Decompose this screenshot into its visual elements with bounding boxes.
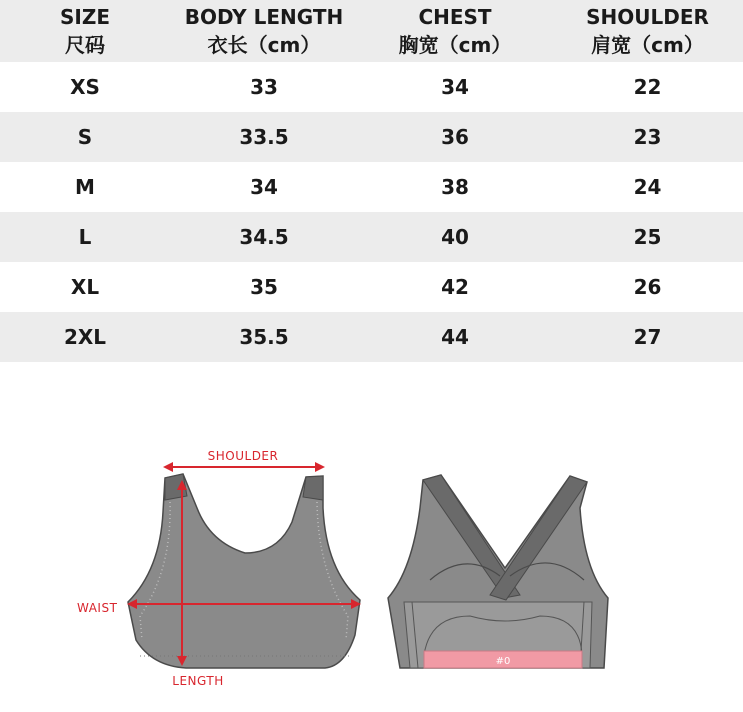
body-length-cell: 33 <box>250 75 278 99</box>
header-shoulder: SHOULDER 肩宽（cm） <box>586 5 709 57</box>
size-cell: XL <box>70 275 100 299</box>
body-length-cell: 34.5 <box>239 225 289 249</box>
chest-cell: 34 <box>441 75 469 99</box>
chest-cell: 38 <box>441 175 469 199</box>
shoulder-cell: 23 <box>633 125 662 149</box>
shoulder-cell: 26 <box>633 275 662 299</box>
shoulder-label: SHOULDER <box>207 449 279 463</box>
bra-front-body <box>128 474 360 668</box>
chest-cell: 44 <box>441 325 469 349</box>
shoulder-cell: 27 <box>633 325 662 349</box>
size-cell: L <box>78 225 92 249</box>
bra-back-view <box>388 475 608 668</box>
shoulder-arrow-right <box>315 462 325 472</box>
body-length-cell: 34 <box>250 175 278 199</box>
length-label: LENGTH <box>172 674 224 688</box>
chest-cell: 40 <box>441 225 469 249</box>
shoulder-arrow-left <box>163 462 173 472</box>
size-cell: S <box>77 125 93 149</box>
shoulder-cell: 24 <box>633 175 662 199</box>
chest-cell: 36 <box>441 125 469 149</box>
measurement-diagram <box>0 430 743 712</box>
table-row <box>0 212 743 262</box>
chest-cell: 42 <box>441 275 469 299</box>
table-row <box>0 312 743 362</box>
table-row <box>0 62 743 112</box>
header-size: SIZE 尺码 <box>59 5 110 57</box>
bra-front-view <box>77 449 361 688</box>
shoulder-cell: 25 <box>633 225 662 249</box>
header-chest: CHEST 胸宽（cm） <box>398 5 512 57</box>
shoulder-cell: 22 <box>633 75 662 99</box>
body-length-cell: 35.5 <box>239 325 289 349</box>
table-row <box>0 112 743 162</box>
table-row <box>0 162 743 212</box>
bra-front-strap-right <box>303 476 323 500</box>
table-header-row <box>0 0 743 62</box>
waist-label: WAIST <box>77 601 118 615</box>
body-length-cell: 33.5 <box>239 125 289 149</box>
header-body-length: BODY LENGTH 衣长（cm） <box>184 5 344 57</box>
table-row <box>0 262 743 312</box>
back-tag-label: #0 <box>495 656 511 667</box>
size-cell: M <box>75 175 95 199</box>
size-cell: 2XL <box>63 325 107 349</box>
body-length-cell: 35 <box>250 275 278 299</box>
size-cell: XS <box>70 75 100 99</box>
